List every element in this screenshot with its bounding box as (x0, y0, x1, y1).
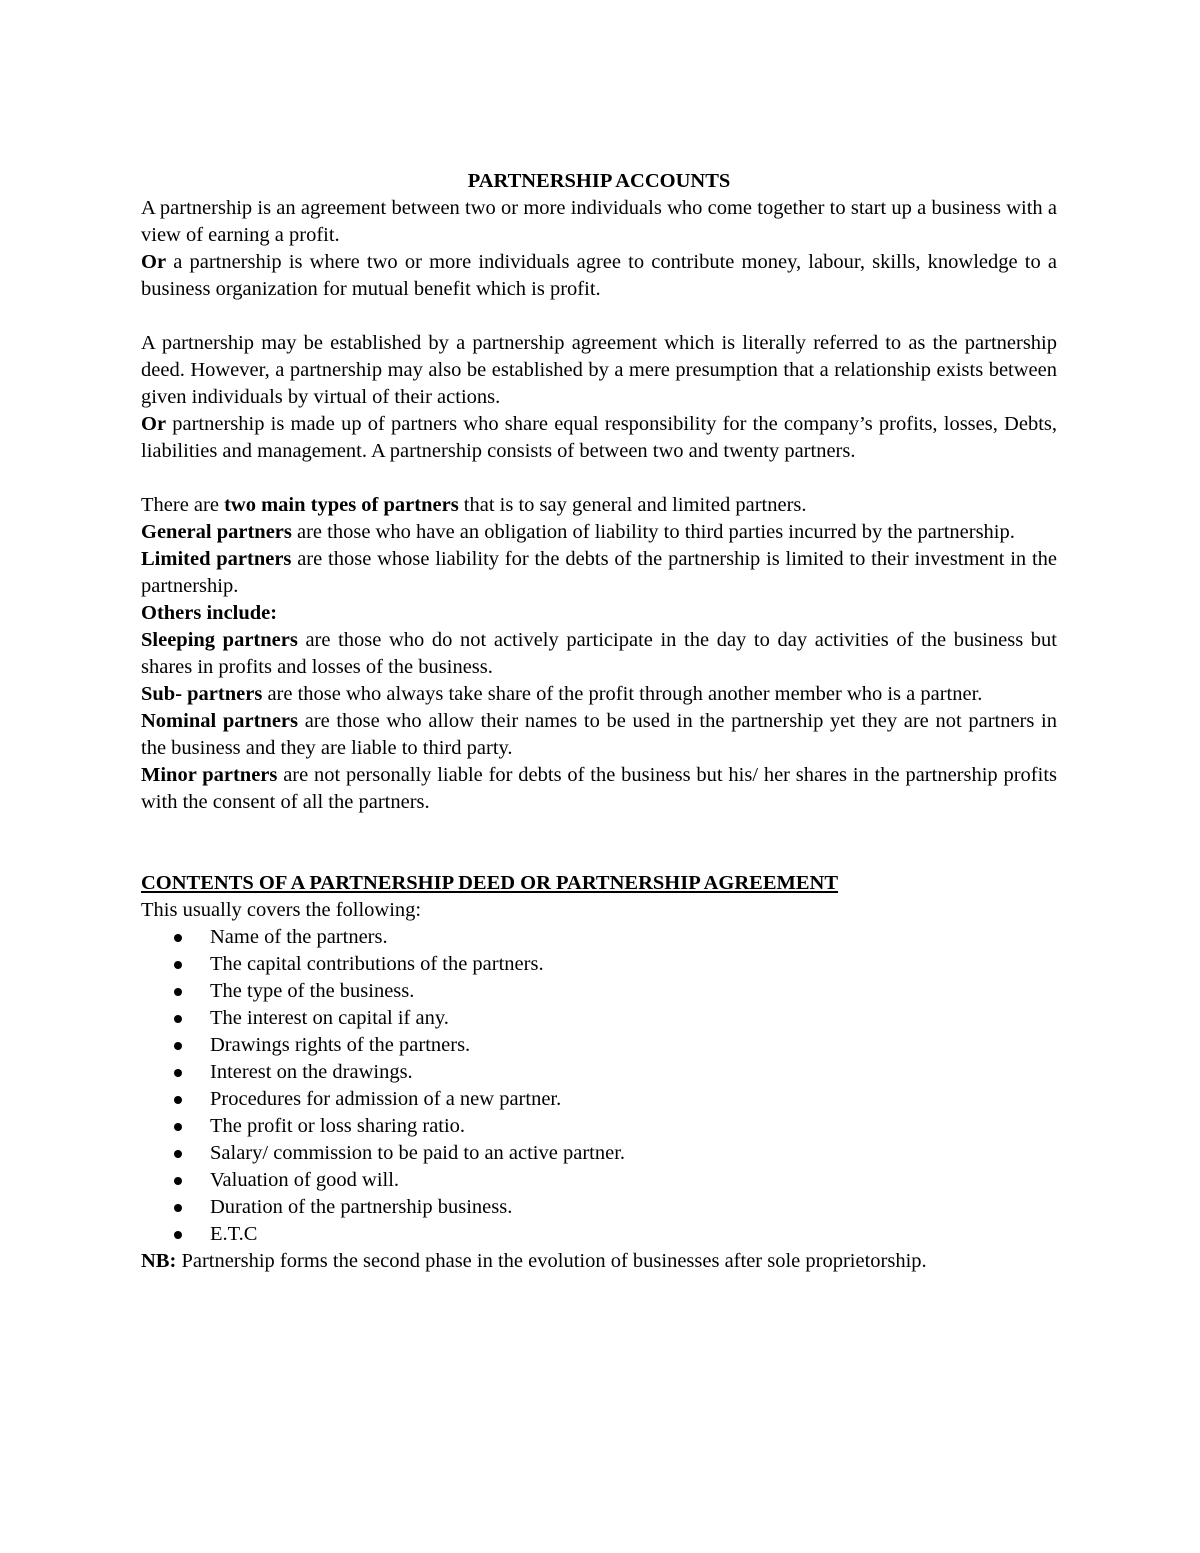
list-item (141, 1032, 1057, 1059)
limited-partners-paragraph (141, 546, 1057, 600)
bullet-icon (174, 1069, 182, 1077)
bullet-icon (174, 1177, 182, 1185)
note-label: NB: (141, 1250, 177, 1272)
general-partners-paragraph (141, 519, 1057, 546)
spacer (141, 816, 1057, 870)
bullet-icon (174, 961, 182, 969)
list-item (141, 1221, 1057, 1248)
list-item (141, 924, 1057, 951)
bullet-icon (174, 1150, 182, 1158)
or-label: Or (141, 251, 167, 273)
types-intro-before: There are (141, 494, 225, 516)
sub-partners-paragraph (141, 681, 1057, 708)
types-intro-bold: two main types of partners (224, 494, 459, 516)
contents-intro: This usually covers the following: (141, 899, 422, 921)
bullet-icon (174, 1015, 182, 1023)
bullet-icon (174, 988, 182, 996)
bullet-icon (174, 934, 182, 942)
list-item (141, 1140, 1057, 1167)
others-heading (141, 600, 1057, 627)
definition-3-text: partnership is made up of partners who share equal responsibility for the company’s profits, losses, Debts, liabilities and management. A partnership consists of between two and twenty partners. (141, 413, 1057, 462)
list-item-text: The capital contributions of the partners. (210, 953, 544, 975)
document-page (141, 168, 1057, 1275)
or-label: Or (141, 413, 167, 435)
others-heading-text: Others include: (141, 602, 278, 624)
contents-list (141, 924, 1057, 1248)
list-item-text: The profit or loss sharing ratio. (210, 1115, 466, 1137)
types-intro-paragraph (141, 492, 1057, 519)
sub-partners-text: are those who always take share of the profit through another member who is a partner. (262, 683, 983, 705)
list-item-text: Name of the partners. (210, 926, 388, 948)
limited-partners-term: Limited partners (141, 548, 292, 570)
list-item (141, 1167, 1057, 1194)
nominal-partners-text: are those who allow their names to be used in the partnership yet they are not partners in the business and they are liable to third party. (141, 710, 1057, 759)
nominal-partners-paragraph (141, 708, 1057, 762)
bullet-icon (174, 1231, 182, 1239)
bullet-icon (174, 1204, 182, 1212)
general-partners-text: are those who have an obligation of liability to third parties incurred by the partnership. (291, 521, 1015, 543)
general-partners-term: General partners (141, 521, 292, 543)
establishment-paragraph: A partnership may be established by a partnership agreement which is literally referred to as the partnership deed. However, a partnership may also be established by a mere presumption that a relationship exists between given individuals by virtual of their actions. (141, 332, 1057, 408)
list-item-text: The type of the business. (210, 980, 415, 1002)
limited-partners-text: are those whose liability for the debts of the partnership is limited to their investment in the partnership. (141, 548, 1057, 597)
bullet-icon (174, 1042, 182, 1050)
list-item-text: Drawings rights of the partners. (210, 1034, 471, 1056)
list-item-text: E.T.C (210, 1223, 258, 1245)
list-item-text: The interest on capital if any. (210, 1007, 449, 1029)
nominal-partners-term: Nominal partners (141, 710, 299, 732)
contents-heading: CONTENTS OF A PARTNERSHIP DEED OR PARTNERSHIP AGREEMENT (141, 872, 838, 894)
list-item (141, 1059, 1057, 1086)
list-item-text: Duration of the partnership business. (210, 1196, 513, 1218)
page-title: PARTNERSHIP ACCOUNTS (467, 170, 731, 192)
list-item (141, 1005, 1057, 1032)
list-item-text: Procedures for admission of a new partner. (210, 1088, 562, 1110)
definition-paragraph-3 (141, 411, 1057, 465)
definition-2-text: a partnership is where two or more individuals agree to contribute money, labour, skills, knowledge to a business organization for mutual benefit which is profit. (141, 251, 1057, 300)
spacer (141, 303, 1057, 330)
types-intro-after: that is to say general and limited partners. (458, 494, 807, 516)
list-item (141, 1194, 1057, 1221)
list-item (141, 978, 1057, 1005)
list-item-text: Valuation of good will. (210, 1169, 400, 1191)
list-item (141, 951, 1057, 978)
minor-partners-text: are not personally liable for debts of the business but his/ her shares in the partnership profits with the consent of all the partners. (141, 764, 1058, 813)
note-text: Partnership forms the second phase in the evolution of businesses after sole proprietorship. (176, 1250, 927, 1272)
list-item (141, 1113, 1057, 1140)
list-item (141, 1086, 1057, 1113)
note-paragraph (141, 1248, 1057, 1275)
definition-paragraph-1: A partnership is an agreement between two or more individuals who come together to start up a business with a view of earning a profit. (141, 197, 1057, 246)
definition-paragraph-2 (141, 249, 1057, 303)
sleeping-partners-text: are those who do not actively participate in the day to day activities of the business but shares in profits and losses of the business. (141, 629, 1057, 678)
list-item-text: Interest on the drawings. (210, 1061, 413, 1083)
minor-partners-paragraph (141, 762, 1057, 816)
bullet-icon (174, 1123, 182, 1131)
sub-partners-term: Sub- partners (141, 683, 263, 705)
list-item-text: Salary/ commission to be paid to an active partner. (210, 1142, 626, 1164)
sleeping-partners-term: Sleeping partners (141, 629, 298, 651)
sleeping-partners-paragraph (141, 627, 1057, 681)
bullet-icon (174, 1096, 182, 1104)
spacer (141, 465, 1057, 492)
minor-partners-term: Minor partners (141, 764, 278, 786)
